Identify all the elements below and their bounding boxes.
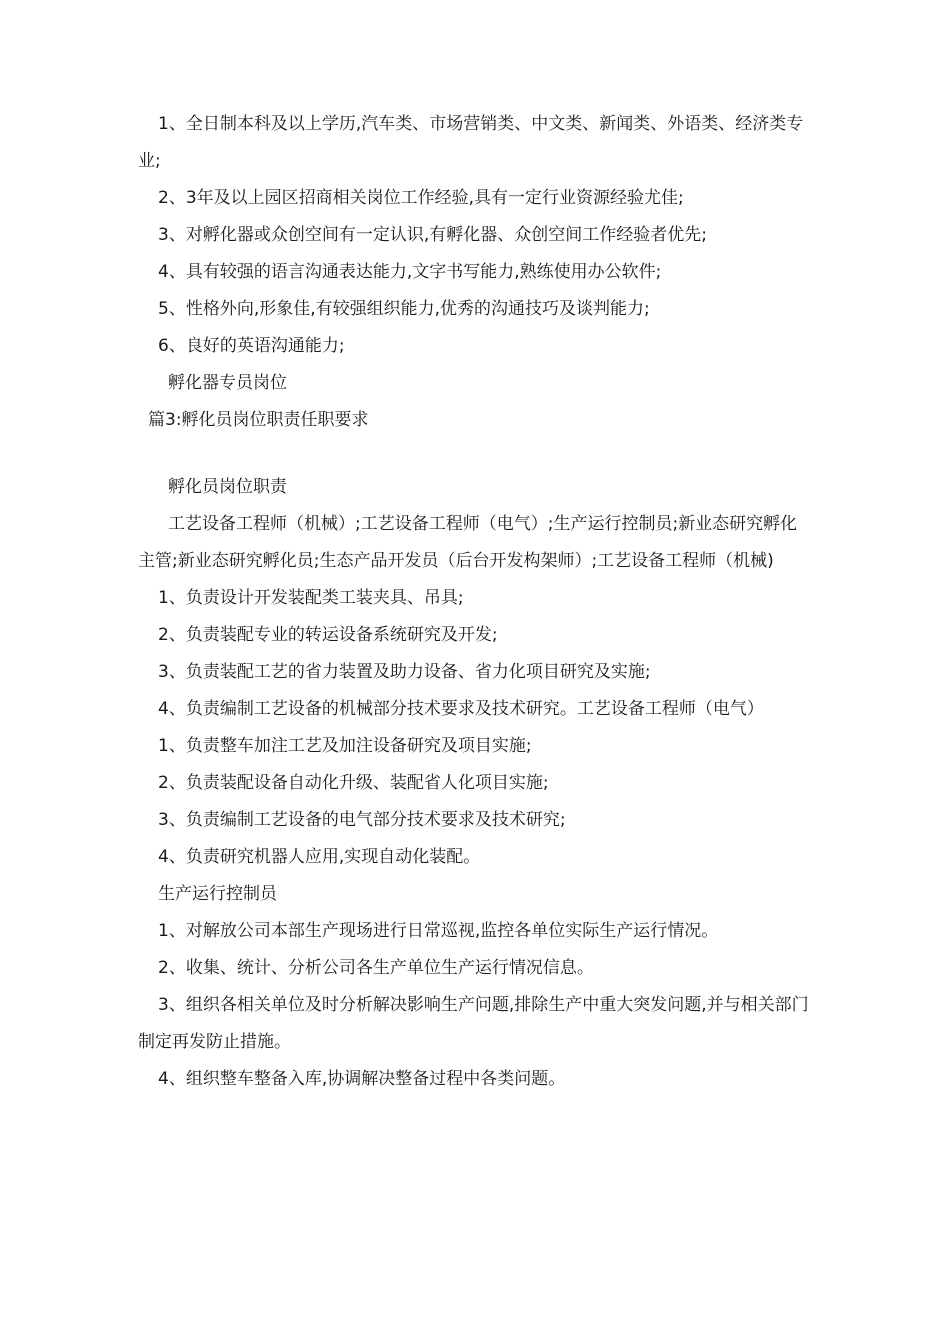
requirement-item-4: 4、具有较强的语言沟通表达能力,文字书写能力,熟练使用办公软件; (158, 262, 662, 282)
requirement-item-1: 1、全日制本科及以上学历,汽车类、市场营销类、中文类、新闻类、外语类、经济类专业; (138, 114, 804, 171)
requirement-item-3: 3、对孵化器或众创空间有一定认识,有孵化器、众创空间工作经验者优先; (158, 225, 707, 245)
elec-duty-item-2: 2、负责装配设备自动化升级、装配省人化项目实施; (158, 773, 549, 793)
elec-duty-item-1: 1、负责整车加注工艺及加注设备研究及项目实施; (158, 736, 532, 756)
section-subheading: 孵化员岗位职责 (168, 477, 287, 497)
elec-duty-item-3: 3、负责编制工艺设备的电气部分技术要求及技术研究; (158, 810, 566, 830)
requirement-item-5: 5、性格外向,形象佳,有较强组织能力,优秀的沟通技巧及谈判能力; (158, 299, 650, 319)
mech-duty-item-4: 4、负责编制工艺设备的机械部分技术要求及技术研究。工艺设备工程师（电气） (158, 699, 764, 719)
section-heading: 篇3:孵化员岗位职责任职要求 (148, 410, 369, 430)
control-duty-item-1: 1、对解放公司本部生产现场进行日常巡视,监控各单位实际生产运行情况。 (158, 921, 719, 941)
control-duty-item-3: 3、组织各相关单位及时分析解决影响生产问题,排除生产中重大突发问题,并与相关部门制定再发防止措施。 (138, 995, 809, 1052)
elec-duty-item-4: 4、负责研究机器人应用,实现自动化装配。 (158, 847, 481, 867)
document-page (138, 106, 814, 1098)
control-title: 生产运行控制员 (158, 884, 277, 904)
mech-duty-item-2: 2、负责装配专业的转运设备系统研究及开发; (158, 625, 498, 645)
mech-duty-item-3: 3、负责装配工艺的省力装置及助力设备、省力化项目研究及实施; (158, 662, 651, 682)
requirement-item-2: 2、3年及以上园区招商相关岗位工作经验,具有一定行业资源经验尤佳; (158, 188, 684, 208)
control-duty-item-2: 2、收集、统计、分析公司各生产单位生产运行情况信息。 (158, 958, 594, 978)
mech-duty-item-1: 1、负责设计开发装配类工装夹具、吊具; (158, 588, 464, 608)
requirement-item-6: 6、良好的英语沟通能力; (158, 336, 345, 356)
spacer (138, 439, 814, 469)
positions-intro: 工艺设备工程师（机械）;工艺设备工程师（电气）;生产运行控制员;新业态研究孵化主管;新业态研究孵化员;生态产品开发员（后台开发构架师）;工艺设备工程师（机械) (138, 514, 798, 571)
control-duty-item-4: 4、组织整车整备入库,协调解决整备过程中各类问题。 (158, 1069, 566, 1089)
section-footer-label: 孵化器专员岗位 (168, 373, 287, 393)
